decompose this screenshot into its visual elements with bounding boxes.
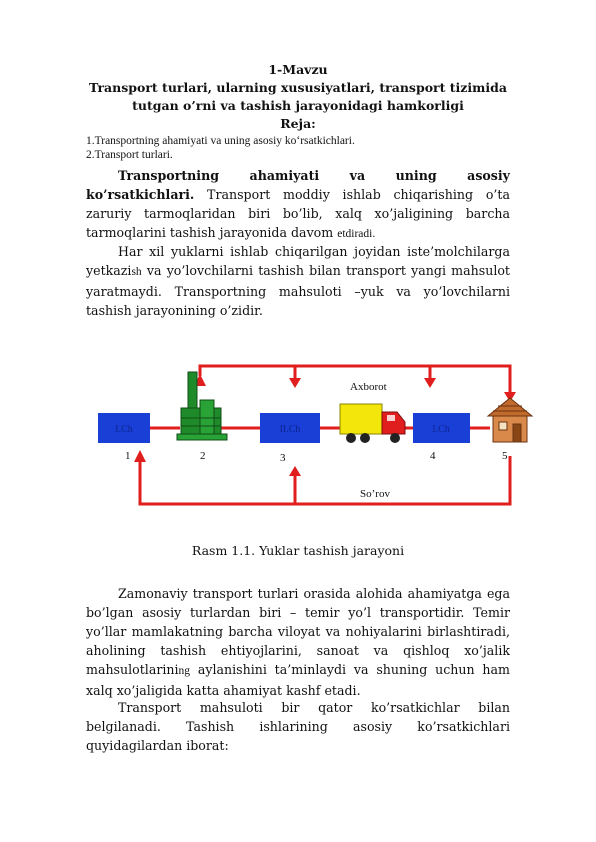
house-icon: [488, 398, 532, 442]
arrow-head-icon: [289, 378, 301, 388]
request-arrow: [140, 456, 510, 504]
stage-number: 5: [502, 450, 508, 462]
plan-item: 2.Transport turlari.: [86, 149, 173, 161]
truck-icon: [340, 404, 405, 443]
topic-heading: 1-Mavzu: [268, 62, 328, 77]
stage-number: 1: [125, 450, 131, 462]
paragraph-text: Har xil yuklarni ishlab chiqarilgan joyidan iste’molchilarga yetkazi: [86, 244, 510, 278]
arrow-head-icon: [134, 450, 146, 462]
title-line-2: tutgan o’rni va tashish jarayonidagi hamkorligi: [132, 98, 464, 113]
arrow-head-icon: [289, 466, 301, 476]
paragraph-text: aylanishini ta’minlaydi va shuning uchun ham xalq xo’jaligida katta ahamiyat kashf etadi.: [86, 662, 510, 698]
plan-item: 1.Transportning ahamiyati va uning asosiy ko‘rsatkichlari.: [86, 135, 355, 147]
stage-number: 3: [280, 452, 286, 464]
paragraph-text-small: ng: [178, 665, 191, 677]
figure-caption: Rasm 1.1. Yuklar tashish jarayoni: [191, 543, 405, 558]
paragraph-text-small: sh: [131, 266, 142, 278]
paragraph-4: Transport mahsuloti bir qator ko’rsatkichlar bilan belgilanadi. Tashish ishlarining asosiy ko’rsatkichlari quyidagilardan iborat:: [86, 700, 510, 753]
paragraph-3: [86, 584, 510, 700]
cargo-process-figure: [95, 352, 535, 517]
label-sorov: So’rov: [360, 488, 390, 500]
paragraph-1: [86, 166, 510, 244]
title-line-1: Transport turlari, ularning xususiyatlari, transport tizimida: [89, 80, 507, 95]
paragraph-text-small: etdiradi.: [337, 228, 376, 240]
stage-number: 4: [430, 450, 436, 462]
stage-box-3-label: I.Ch: [432, 424, 450, 435]
paragraph-2: [86, 242, 510, 320]
paragraph-text: Zamonaviy transport turlari orasida alohida ahamiyatga ega bo’lgan asosiy turlardan biri – temir yo’l transportidir. Temir yo’llar mamlakatning barcha viloyat va nohiyalarini birlashtiradi, aholining tashish ehtiyojlarini, sanoat va qishloq xo’jalik mahsulotlarini: [86, 586, 510, 677]
stage-box-1-label: I.Ch: [115, 424, 133, 435]
stage-box-2-label: II.Ch: [279, 424, 301, 435]
arrow-head-icon: [424, 378, 436, 388]
stage-number: 2: [200, 450, 206, 462]
plan-list: [0, 134, 596, 162]
paragraph-text: va yo’lovchilarni tashish bilan transport yangi mahsulot yaratmaydi. Transportning mahsuloti –yuk va yo’lovchilarni tashish jarayonining o’zidir.: [86, 263, 510, 318]
section-heading: Transportning ahamiyati va uning asosiy ko’rsatkichlari.: [86, 168, 510, 202]
plan-heading: Reja:: [280, 116, 316, 131]
paragraph-text: Transport moddiy ishlab chiqarishing o’ta zaruriy tarmoqlaridan biri bo’lib, xalq xo’jaligining barcha tarmoqlarini tashish jarayonida davom: [86, 187, 510, 240]
label-axborot: Axborot: [350, 381, 387, 393]
